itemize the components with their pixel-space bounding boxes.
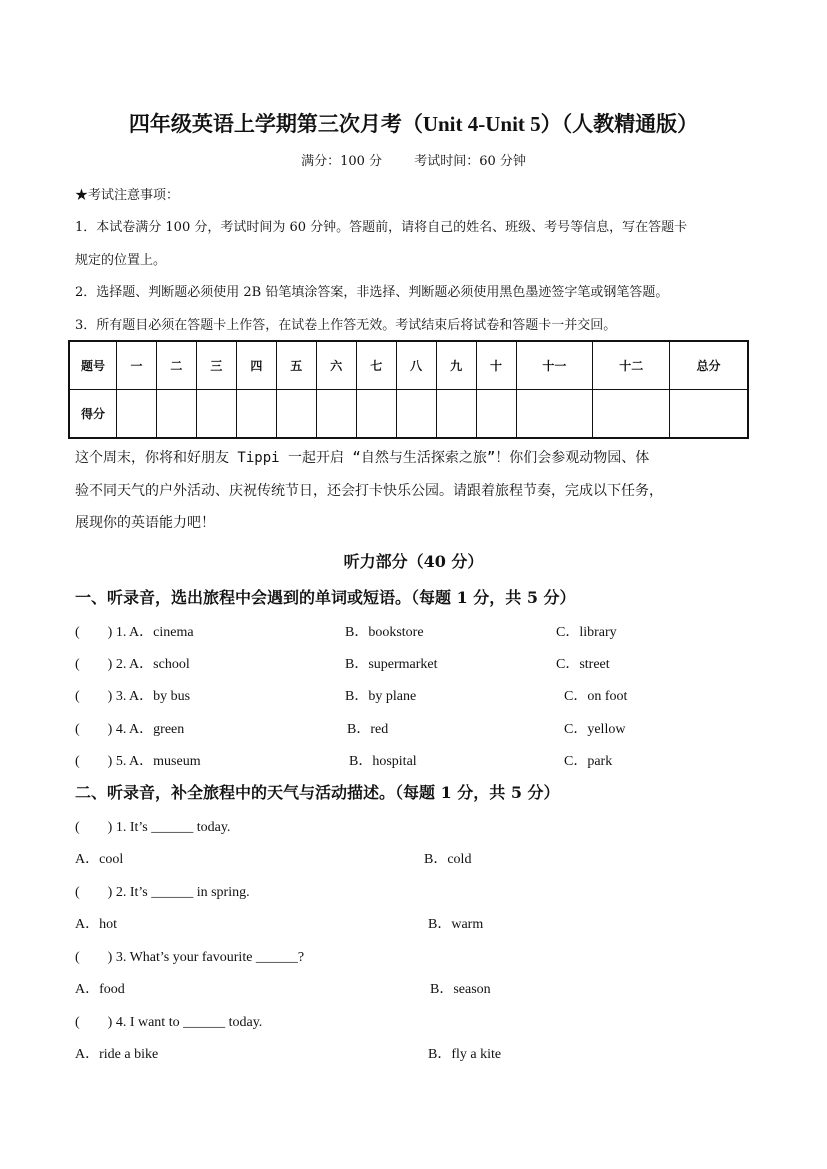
table-header: 十二	[593, 341, 670, 390]
option-a: A．hot	[75, 917, 117, 932]
table-header: 四	[236, 341, 276, 390]
option-c: C．park	[564, 754, 613, 769]
question-stem: ( ) 2. A．school	[75, 657, 190, 672]
option-b: B．season	[430, 982, 491, 997]
note-item: 规定的位置上。	[75, 253, 167, 268]
intro-line: 验不同天气的户外活动、庆祝传统节日，还会打卡快乐公园。请跟着旅程节奏，完成以下任务，	[75, 483, 663, 499]
question-stem: ( ) 2. It’s ______ in spring.	[75, 885, 250, 900]
score-cell	[276, 390, 316, 439]
option-a: A．ride a bike	[75, 1047, 159, 1062]
option-a: A．food	[75, 982, 125, 997]
table-header: 二	[156, 341, 196, 390]
table-header: 十	[476, 341, 516, 390]
note-item: 2．选择题、判断题必须使用 2B 铅笔填涂答案，非选择、判断题必须使用黑色墨迹签字笔或钢笔答题。	[75, 285, 669, 300]
question-stem: ( ) 5. A．museum	[75, 754, 201, 769]
note-item: 3．所有题目必须在答题卡上作答，在试卷上作答无效。考试结束后将试卷和答题卡一并交回。	[75, 318, 617, 333]
score-cell	[196, 390, 236, 439]
table-header: 八	[396, 341, 436, 390]
full-score: 满分：100 分	[301, 154, 383, 169]
option-b: B．fly a kite	[428, 1047, 502, 1062]
score-cell	[670, 390, 748, 439]
option-c: C．library	[556, 625, 617, 640]
score-cell	[236, 390, 276, 439]
question-stem: ( ) 4. A．green	[75, 722, 185, 737]
option-b: B．warm	[428, 917, 484, 932]
score-cell	[516, 390, 593, 439]
section2-title: 二、听录音，补全旅程中的天气与活动描述。（每题 1 分，共 5 分）	[75, 783, 560, 802]
table-header: 七	[356, 341, 396, 390]
listening-title: 听力部分（40 分）	[343, 552, 484, 571]
option-b: B．hospital	[349, 754, 417, 769]
row-label: 得分	[69, 390, 117, 439]
option-a: A．cool	[75, 852, 124, 867]
table-header: 一	[117, 341, 157, 390]
page-title: 四年级英语上学期第三次月考（Unit 4-Unit 5）（人教精通版）	[128, 112, 699, 136]
score-cell	[156, 390, 196, 439]
table-header-row	[69, 341, 748, 390]
option-b: B．supermarket	[345, 657, 438, 672]
score-cell	[356, 390, 396, 439]
score-cell	[436, 390, 476, 439]
question-stem: ( ) 3. What’s your favourite ______?	[75, 950, 305, 965]
score-cell	[316, 390, 356, 439]
option-b: B．bookstore	[345, 625, 424, 640]
table-header: 三	[196, 341, 236, 390]
intro-line: 这个周末，你将和好朋友 Tippi 一起开启 “自然与生活探索之旅”！你们会参观动物园、体	[75, 450, 650, 466]
score-cell	[396, 390, 436, 439]
exam-info	[0, 150, 827, 169]
question-stem: ( ) 4. I want to ______ today.	[75, 1015, 263, 1030]
score-cell	[476, 390, 516, 439]
notes-heading: ★考试注意事项：	[75, 188, 180, 203]
table-header: 十一	[516, 341, 593, 390]
option-b: B．by plane	[345, 689, 417, 704]
table-header: 总分	[670, 341, 748, 390]
table-header: 题号	[69, 341, 117, 390]
option-b: B．red	[347, 722, 389, 737]
table-header: 六	[316, 341, 356, 390]
section1-title: 一、听录音，选出旅程中会遇到的单词或短语。（每题 1 分，共 5 分）	[75, 588, 576, 607]
table-header: 九	[436, 341, 476, 390]
table-row	[69, 390, 748, 439]
intro-line: 展现你的英语能力吧！	[75, 515, 215, 531]
score-cell	[117, 390, 157, 439]
question-stem: ( ) 1. It’s ______ today.	[75, 820, 231, 835]
score-table	[68, 340, 749, 439]
question-stem: ( ) 3. A．by bus	[75, 689, 191, 704]
option-c: C．on foot	[564, 689, 628, 704]
option-c: C．street	[556, 657, 610, 672]
exam-time: 考试时间：60 分钟	[414, 154, 526, 169]
table-header: 五	[276, 341, 316, 390]
note-item: 1．本试卷满分 100 分，考试时间为 60 分钟。答题前，请将自己的姓名、班级、考号等信息，写在答题卡	[75, 220, 688, 235]
option-c: C．yellow	[564, 722, 626, 737]
option-b: B．cold	[424, 852, 472, 867]
question-stem: ( ) 1. A．cinema	[75, 625, 194, 640]
score-cell	[593, 390, 670, 439]
